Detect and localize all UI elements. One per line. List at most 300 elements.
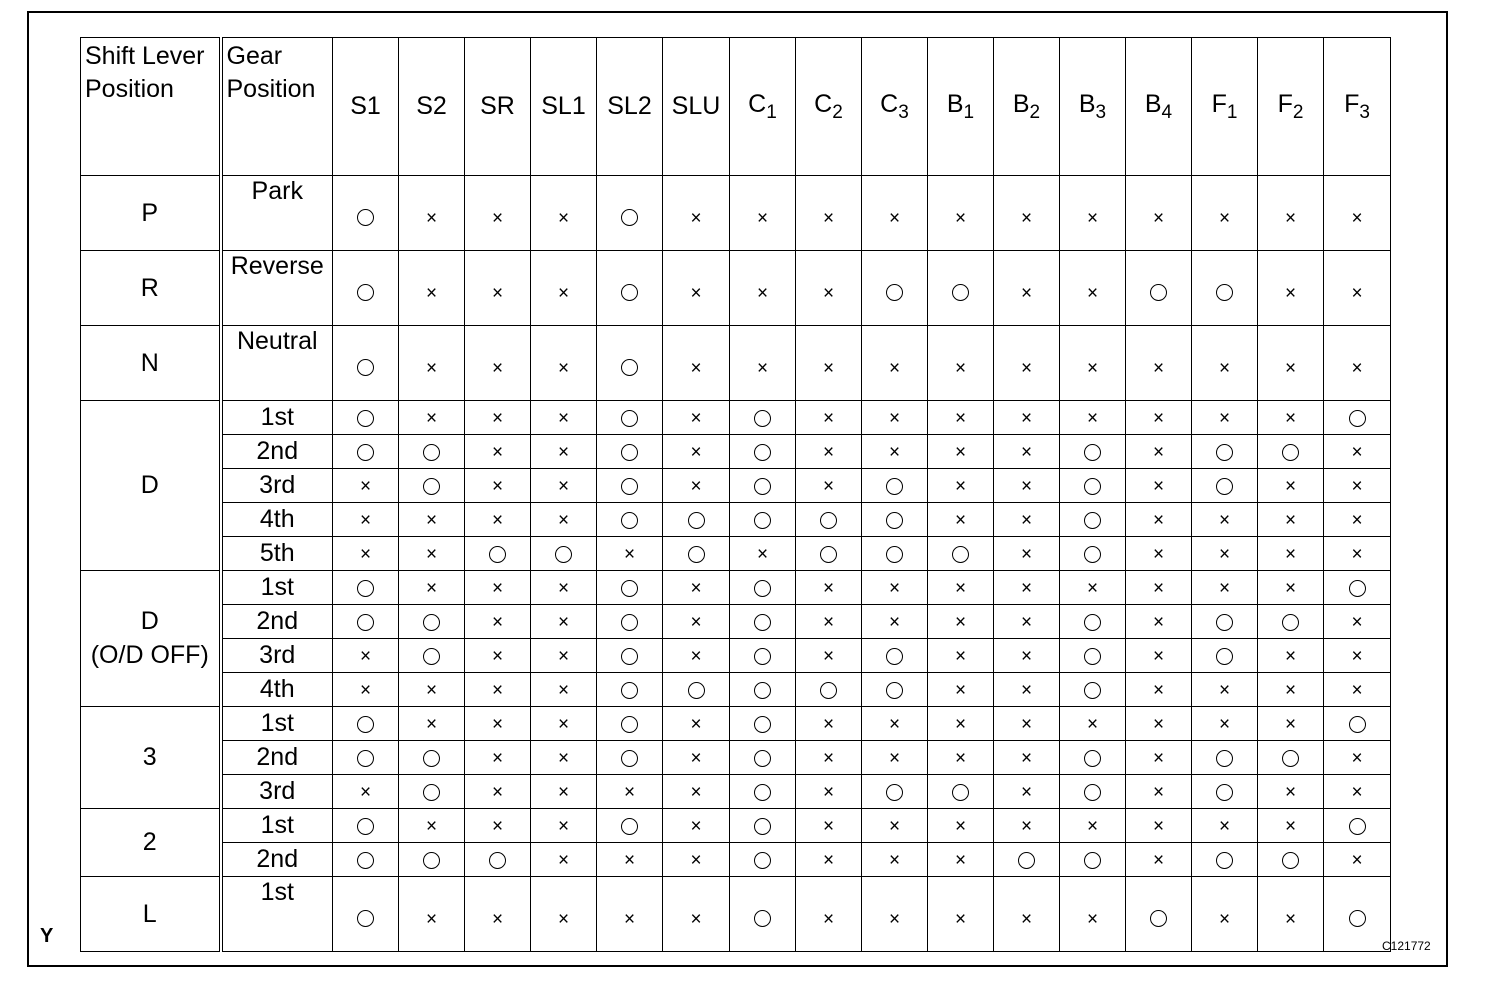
operating-circle-icon [754, 750, 771, 767]
gear-position-label: 2nd [256, 437, 299, 465]
gear-position-cell [221, 741, 333, 775]
operating-circle-icon [886, 512, 903, 529]
not-operating-cross-icon: × [822, 611, 835, 633]
table-row [81, 843, 1391, 877]
cell-sr [465, 469, 531, 503]
operating-circle-icon [820, 682, 837, 699]
cell-s1 [333, 741, 399, 775]
not-operating-cross-icon: × [1218, 713, 1231, 735]
cell-b1 [928, 843, 994, 877]
table-row [81, 401, 1391, 435]
table-row [81, 605, 1391, 639]
gear-position-label: 1st [260, 811, 294, 839]
not-operating-cross-icon: × [623, 908, 636, 930]
not-operating-cross-icon: × [557, 747, 570, 769]
table-row [81, 326, 1391, 401]
cell-f1 [1192, 537, 1258, 571]
not-operating-cross-icon: × [425, 577, 438, 599]
cell-b4 [1126, 877, 1192, 952]
cell-c2 [796, 775, 862, 809]
cell-s2 [399, 503, 465, 537]
cell-s1 [333, 469, 399, 503]
cell-b1 [928, 877, 994, 952]
gear-position-cell [221, 605, 333, 639]
operating-circle-icon [423, 614, 440, 631]
shift-position-cell [81, 251, 221, 326]
operating-circle-icon [1349, 818, 1366, 835]
not-operating-cross-icon: × [1020, 357, 1033, 379]
cell-slu [663, 843, 730, 877]
component-label: C [880, 89, 899, 118]
cell-b4 [1126, 401, 1192, 435]
operating-circle-icon [1084, 512, 1101, 529]
not-operating-cross-icon: × [1284, 679, 1297, 701]
cell-c2 [796, 809, 862, 843]
table-row [81, 877, 1391, 952]
not-operating-cross-icon: × [491, 282, 504, 304]
cell-f1 [1192, 251, 1258, 326]
cell-c2 [796, 673, 862, 707]
not-operating-cross-icon: × [491, 645, 504, 667]
not-operating-cross-icon: × [491, 577, 504, 599]
cell-c3 [862, 435, 928, 469]
header-component-sl2 [597, 38, 663, 176]
cell-s1 [333, 503, 399, 537]
figure-id: C121772 [1382, 939, 1431, 953]
not-operating-cross-icon: × [1351, 679, 1363, 701]
cell-b1 [928, 435, 994, 469]
cell-b4 [1126, 775, 1192, 809]
cell-sl2 [597, 435, 663, 469]
cell-b4 [1126, 176, 1192, 251]
not-operating-cross-icon: × [1218, 577, 1231, 599]
not-operating-cross-icon: × [954, 441, 967, 463]
not-operating-cross-icon: × [557, 781, 570, 803]
operating-circle-icon [688, 512, 705, 529]
cell-slu [663, 326, 730, 401]
shift-position-cell [81, 809, 221, 877]
gear-position-label: 3rd [259, 777, 296, 805]
shift-position-label: D [140, 471, 159, 499]
cell-c1 [730, 707, 796, 741]
cell-sr [465, 741, 531, 775]
cell-sl1 [531, 326, 597, 401]
component-label: F [1344, 89, 1360, 118]
cell-f3 [1324, 707, 1391, 741]
not-operating-cross-icon: × [888, 357, 901, 379]
cell-b1 [928, 326, 994, 401]
cell-c1 [730, 809, 796, 843]
cell-c2 [796, 843, 862, 877]
cell-f3 [1324, 537, 1391, 571]
header-shift-lever [81, 38, 221, 176]
cell-f2 [1258, 571, 1324, 605]
not-operating-cross-icon: × [557, 407, 570, 429]
operating-circle-icon [1282, 852, 1299, 869]
cell-c1 [730, 775, 796, 809]
shift-position-label: N [140, 348, 159, 377]
cell-b2 [994, 707, 1060, 741]
not-operating-cross-icon: × [888, 577, 901, 599]
not-operating-cross-icon: × [1152, 441, 1165, 463]
cell-c2 [796, 176, 862, 251]
cell-s2 [399, 469, 465, 503]
cell-f3 [1324, 503, 1391, 537]
cell-b2 [994, 571, 1060, 605]
not-operating-cross-icon: × [491, 908, 504, 930]
cell-s2 [399, 877, 465, 952]
not-operating-cross-icon: × [491, 815, 504, 837]
cell-f1 [1192, 401, 1258, 435]
cell-sl1 [531, 673, 597, 707]
operating-circle-icon [754, 716, 771, 733]
cell-b3 [1060, 639, 1126, 673]
cell-c2 [796, 741, 862, 775]
cell-f1 [1192, 503, 1258, 537]
not-operating-cross-icon: × [1020, 781, 1033, 803]
operating-circle-icon [1216, 648, 1233, 665]
cell-f1 [1192, 775, 1258, 809]
cell-sl2 [597, 741, 663, 775]
cell-slu [663, 571, 730, 605]
header-component-c2 [796, 38, 862, 176]
not-operating-cross-icon: × [557, 645, 570, 667]
cell-sl2 [597, 571, 663, 605]
not-operating-cross-icon: × [756, 543, 769, 565]
cell-sl2 [597, 809, 663, 843]
not-operating-cross-icon: × [425, 679, 438, 701]
cell-f1 [1192, 469, 1258, 503]
cell-s1 [333, 843, 399, 877]
operating-circle-icon [1084, 546, 1101, 563]
cell-f2 [1258, 673, 1324, 707]
cell-b2 [994, 877, 1060, 952]
gear-position-label: 3rd [259, 641, 296, 669]
cell-slu [663, 401, 730, 435]
cell-f2 [1258, 843, 1324, 877]
header-component-sl1 [531, 38, 597, 176]
cell-sl2 [597, 877, 663, 952]
not-operating-cross-icon: × [425, 357, 438, 379]
cell-s2 [399, 605, 465, 639]
cell-sr [465, 877, 531, 952]
operating-circle-icon [754, 852, 771, 869]
cell-sl1 [531, 809, 597, 843]
cell-f3 [1324, 251, 1391, 326]
operating-circle-icon [423, 750, 440, 767]
not-operating-cross-icon: × [491, 357, 504, 379]
cell-b3 [1060, 251, 1126, 326]
not-operating-cross-icon: × [690, 781, 702, 803]
not-operating-cross-icon: × [425, 207, 438, 229]
cell-f3 [1324, 605, 1391, 639]
component-subscript: 2 [1292, 101, 1304, 123]
cell-c3 [862, 251, 928, 326]
cell-b4 [1126, 503, 1192, 537]
operating-circle-icon [952, 546, 969, 563]
cell-b2 [994, 809, 1060, 843]
component-subscript: 3 [1095, 101, 1107, 123]
not-operating-cross-icon: × [888, 611, 901, 633]
component-label: S1 [350, 92, 381, 120]
operating-circle-icon [621, 359, 638, 376]
gear-position-label: Park [251, 177, 303, 205]
cell-b4 [1126, 537, 1192, 571]
not-operating-cross-icon: × [623, 849, 636, 871]
cell-slu [663, 639, 730, 673]
not-operating-cross-icon: × [557, 679, 570, 701]
cell-s1 [333, 435, 399, 469]
cell-b3 [1060, 435, 1126, 469]
operating-circle-icon [1349, 580, 1366, 597]
cell-b3 [1060, 775, 1126, 809]
operating-circle-icon [621, 614, 638, 631]
component-label: SLU [671, 92, 721, 120]
not-operating-cross-icon: × [756, 207, 769, 229]
cell-b2 [994, 503, 1060, 537]
not-operating-cross-icon: × [1284, 407, 1297, 429]
header-component-f3 [1324, 38, 1391, 176]
cell-sl1 [531, 707, 597, 741]
cell-c3 [862, 741, 928, 775]
cell-slu [663, 775, 730, 809]
cell-f2 [1258, 469, 1324, 503]
not-operating-cross-icon: × [822, 781, 835, 803]
not-operating-cross-icon: × [1351, 475, 1363, 497]
operating-circle-icon [1084, 614, 1101, 631]
cell-sl2 [597, 605, 663, 639]
header-component-b4 [1126, 38, 1192, 176]
not-operating-cross-icon: × [888, 207, 901, 229]
cell-b3 [1060, 503, 1126, 537]
cell-slu [663, 435, 730, 469]
cell-f3 [1324, 877, 1391, 952]
cell-c1 [730, 843, 796, 877]
operating-circle-icon [1282, 614, 1299, 631]
not-operating-cross-icon: × [623, 781, 636, 803]
not-operating-cross-icon: × [1020, 543, 1033, 565]
cell-b4 [1126, 843, 1192, 877]
cell-b3 [1060, 809, 1126, 843]
not-operating-cross-icon: × [690, 645, 702, 667]
not-operating-cross-icon: × [359, 475, 372, 497]
cell-s1 [333, 605, 399, 639]
not-operating-cross-icon: × [954, 908, 967, 930]
not-operating-cross-icon: × [756, 282, 769, 304]
gear-position-label: 2nd [256, 743, 299, 771]
cell-s2 [399, 809, 465, 843]
cell-sr [465, 176, 531, 251]
header-component-s2 [399, 38, 465, 176]
cell-sr [465, 537, 531, 571]
operating-circle-icon [1216, 284, 1233, 301]
cell-c1 [730, 605, 796, 639]
header-component-f1 [1192, 38, 1258, 176]
not-operating-cross-icon: × [1218, 207, 1231, 229]
header-shift-line1: Shift Lever [85, 42, 205, 70]
not-operating-cross-icon: × [1218, 815, 1231, 837]
not-operating-cross-icon: × [1152, 679, 1165, 701]
cell-c3 [862, 605, 928, 639]
operating-circle-icon [357, 614, 374, 631]
not-operating-cross-icon: × [1152, 357, 1165, 379]
gear-position-cell [221, 571, 333, 605]
not-operating-cross-icon: × [557, 475, 570, 497]
cell-b2 [994, 435, 1060, 469]
cell-sl1 [531, 877, 597, 952]
component-label: SL1 [541, 92, 586, 120]
cell-sl1 [531, 605, 597, 639]
operating-circle-icon [688, 546, 705, 563]
not-operating-cross-icon: × [359, 679, 372, 701]
component-label: F [1277, 89, 1293, 118]
not-operating-cross-icon: × [954, 207, 967, 229]
shift-position-label: D [140, 606, 159, 635]
operating-circle-icon [1349, 910, 1366, 927]
cell-sr [465, 326, 531, 401]
gear-position-cell [221, 503, 333, 537]
cell-b4 [1126, 469, 1192, 503]
cell-b1 [928, 401, 994, 435]
cell-b1 [928, 673, 994, 707]
not-operating-cross-icon: × [822, 747, 835, 769]
cell-b1 [928, 605, 994, 639]
not-operating-cross-icon: × [756, 357, 769, 379]
shift-position-cell [81, 176, 221, 251]
not-operating-cross-icon: × [954, 849, 967, 871]
cell-c2 [796, 401, 862, 435]
not-operating-cross-icon: × [1086, 908, 1099, 930]
cell-slu [663, 605, 730, 639]
cell-s1 [333, 639, 399, 673]
operating-circle-icon [423, 478, 440, 495]
cell-c2 [796, 503, 862, 537]
cell-f1 [1192, 605, 1258, 639]
not-operating-cross-icon: × [822, 908, 835, 930]
cell-c1 [730, 401, 796, 435]
not-operating-cross-icon: × [557, 282, 570, 304]
cell-sl1 [531, 639, 597, 673]
not-operating-cross-icon: × [1020, 407, 1033, 429]
not-operating-cross-icon: × [1152, 475, 1165, 497]
not-operating-cross-icon: × [1218, 679, 1231, 701]
cell-f3 [1324, 673, 1391, 707]
not-operating-cross-icon: × [1152, 815, 1165, 837]
table-row [81, 571, 1391, 605]
gear-position-label: 3rd [259, 471, 296, 499]
cell-s2 [399, 843, 465, 877]
not-operating-cross-icon: × [690, 611, 702, 633]
cell-b3 [1060, 877, 1126, 952]
cell-sl1 [531, 435, 597, 469]
cell-b4 [1126, 639, 1192, 673]
not-operating-cross-icon: × [822, 282, 835, 304]
gear-position-label: 1st [260, 403, 294, 431]
not-operating-cross-icon: × [690, 849, 702, 871]
operating-circle-icon [1150, 284, 1167, 301]
cell-b4 [1126, 251, 1192, 326]
not-operating-cross-icon: × [1020, 577, 1033, 599]
not-operating-cross-icon: × [491, 611, 504, 633]
not-operating-cross-icon: × [1351, 543, 1363, 565]
not-operating-cross-icon: × [690, 441, 702, 463]
gear-position-label: Neutral [236, 327, 318, 355]
not-operating-cross-icon: × [1152, 543, 1165, 565]
table-row [81, 435, 1391, 469]
not-operating-cross-icon: × [1284, 815, 1297, 837]
operating-circle-icon [886, 784, 903, 801]
not-operating-cross-icon: × [1020, 282, 1033, 304]
cell-sl1 [531, 503, 597, 537]
not-operating-cross-icon: × [1152, 577, 1165, 599]
cell-sl2 [597, 176, 663, 251]
cell-sr [465, 673, 531, 707]
operating-circle-icon [357, 209, 374, 226]
cell-sr [465, 809, 531, 843]
header-shift-line2: Position [85, 75, 174, 103]
operating-circle-icon [621, 648, 638, 665]
header-component-s1 [333, 38, 399, 176]
component-label: C [814, 89, 833, 118]
gear-position-cell [221, 251, 333, 326]
not-operating-cross-icon: × [1020, 475, 1033, 497]
cell-f2 [1258, 251, 1324, 326]
cell-b1 [928, 707, 994, 741]
cell-s2 [399, 176, 465, 251]
cell-f3 [1324, 326, 1391, 401]
cell-c2 [796, 877, 862, 952]
gear-position-label: 1st [260, 573, 294, 601]
cell-s2 [399, 571, 465, 605]
not-operating-cross-icon: × [1020, 679, 1033, 701]
component-label: B [1144, 89, 1162, 118]
gear-position-cell [221, 435, 333, 469]
not-operating-cross-icon: × [888, 713, 901, 735]
cell-f3 [1324, 639, 1391, 673]
cell-c1 [730, 741, 796, 775]
operating-circle-icon [754, 818, 771, 835]
table-row [81, 707, 1391, 741]
header-component-b3 [1060, 38, 1126, 176]
operating-circle-icon [1084, 682, 1101, 699]
header-component-f2 [1258, 38, 1324, 176]
operating-circle-icon [621, 410, 638, 427]
table-row [81, 251, 1391, 326]
operating-circle-icon [754, 648, 771, 665]
shift-position-cell [81, 326, 221, 401]
cell-b2 [994, 469, 1060, 503]
operating-circle-icon [423, 444, 440, 461]
operating-circle-icon [1216, 852, 1233, 869]
operating-circle-icon [1216, 750, 1233, 767]
not-operating-cross-icon: × [1218, 908, 1231, 930]
operating-circle-icon [1084, 444, 1101, 461]
not-operating-cross-icon: × [1284, 713, 1297, 735]
component-label: F [1211, 89, 1227, 118]
cell-sl1 [531, 537, 597, 571]
cell-c3 [862, 469, 928, 503]
not-operating-cross-icon: × [425, 713, 438, 735]
cell-b3 [1060, 326, 1126, 401]
operating-circle-icon [820, 546, 837, 563]
cell-sr [465, 401, 531, 435]
cell-sl1 [531, 843, 597, 877]
cell-f1 [1192, 809, 1258, 843]
header-gear-line1: Gear [226, 42, 283, 70]
not-operating-cross-icon: × [1152, 509, 1165, 531]
cell-c1 [730, 469, 796, 503]
cell-c2 [796, 571, 862, 605]
